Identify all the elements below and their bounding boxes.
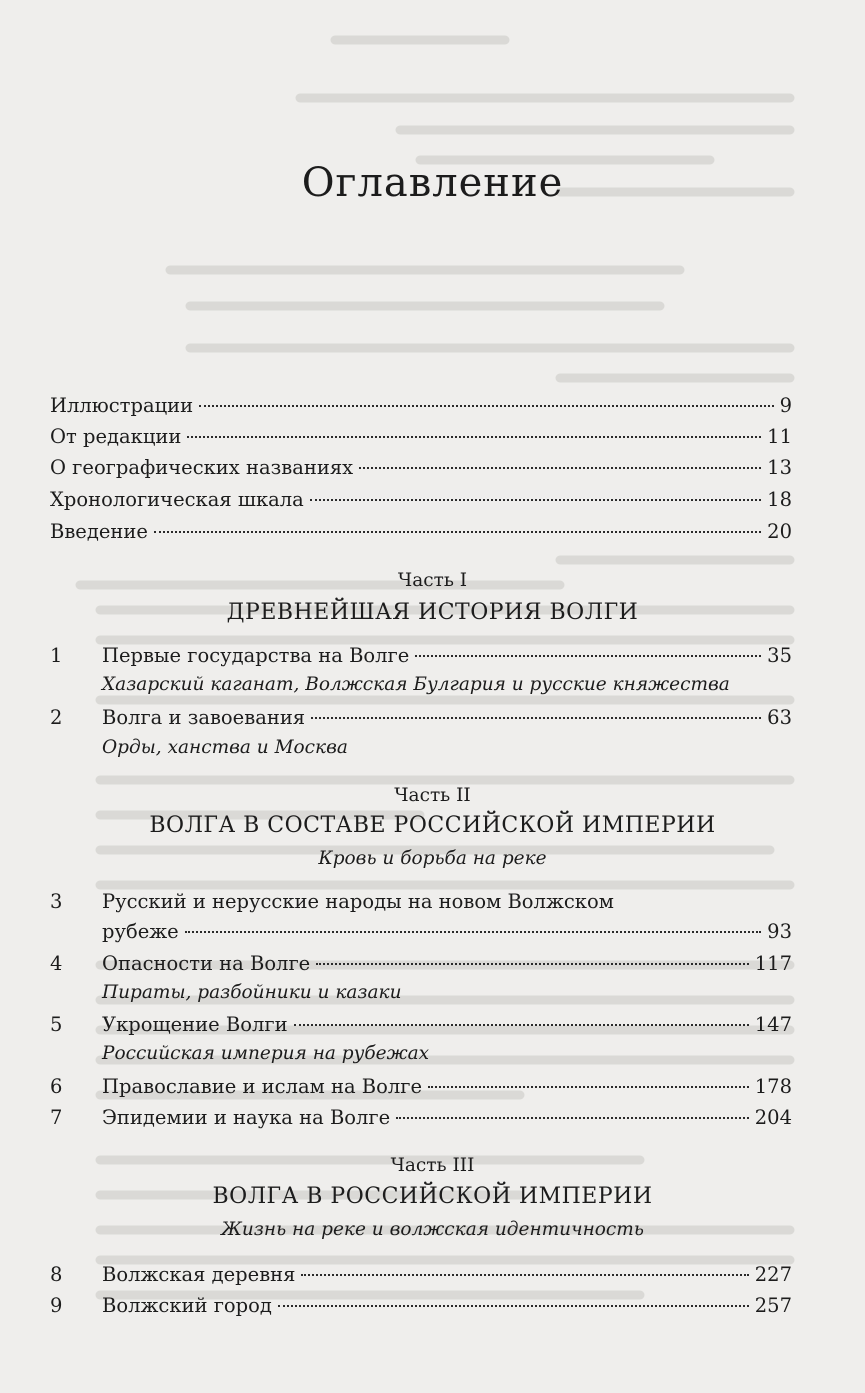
chapter-title: Укрощение Волги xyxy=(102,1013,288,1036)
chapter-title: Волжская деревня xyxy=(102,1263,296,1286)
toc-row-chapter-5[interactable] xyxy=(50,1013,792,1043)
chapter-number: 6 xyxy=(50,1075,63,1098)
leader-dots xyxy=(396,1116,749,1119)
part-title: ВОЛГА В СОСТАВЕ РОССИЙСКОЙ ИМПЕРИИ xyxy=(149,813,716,838)
part-title: ДРЕВНЕЙШАЯ ИСТОРИЯ ВОЛГИ xyxy=(226,600,639,625)
toc-page-number: 35 xyxy=(767,644,792,667)
page-title: Оглавление xyxy=(301,160,564,206)
toc-row-chapter-1[interactable] xyxy=(50,644,792,674)
chapter-number: 8 xyxy=(50,1263,63,1286)
leader-dots xyxy=(316,962,749,965)
chapter-title: Православие и ислам на Волге xyxy=(102,1075,423,1098)
toc-page-number: 11 xyxy=(767,425,792,448)
chapter-number: 4 xyxy=(50,952,63,975)
toc-label: Иллюстрации xyxy=(50,394,194,417)
leader-dots xyxy=(311,716,761,719)
chapter-subtitle: Российская империя на рубежах xyxy=(102,1043,430,1064)
toc-page-number: 20 xyxy=(767,520,792,543)
toc-page-number: 178 xyxy=(754,1075,792,1098)
leader-dots xyxy=(301,1273,748,1276)
toc-row-timeline[interactable] xyxy=(50,488,792,518)
toc-row-chapter-4[interactable] xyxy=(50,952,792,982)
leader-dots xyxy=(294,1023,749,1026)
leader-dots xyxy=(428,1085,749,1088)
leader-dots xyxy=(310,498,761,501)
toc-page-number: 9 xyxy=(779,394,792,417)
part-subtitle: Кровь и борьба на реке xyxy=(318,848,547,869)
leader-dots xyxy=(199,404,773,407)
chapter-number: 1 xyxy=(50,644,63,667)
toc-row-chapter-3-cont[interactable] xyxy=(102,920,792,950)
part-label: Часть III xyxy=(390,1155,475,1176)
toc-row-chapter-8[interactable] xyxy=(50,1263,792,1293)
leader-dots xyxy=(187,435,761,438)
chapter-number: 5 xyxy=(50,1013,63,1036)
leader-dots xyxy=(278,1304,749,1307)
toc-label: О географических названиях xyxy=(50,456,354,479)
chapter-subtitle: Хазарский каганат, Волжская Булгария и русские княжества xyxy=(102,674,730,695)
toc-page-number: 147 xyxy=(754,1013,792,1036)
chapter-title-continued: рубеже xyxy=(102,920,179,943)
chapter-number: 2 xyxy=(50,706,63,729)
part-label: Часть II xyxy=(394,785,471,806)
toc-row-chapter-2[interactable] xyxy=(50,706,792,736)
toc-page-number: 257 xyxy=(754,1294,792,1317)
toc-row-chapter-6[interactable] xyxy=(50,1075,792,1105)
toc-label: От редакции xyxy=(50,425,182,448)
chapter-number: 3 xyxy=(50,890,63,913)
toc-page-number: 18 xyxy=(767,488,792,511)
toc-row-editorial[interactable] xyxy=(50,425,792,455)
toc-label: Хронологическая шкала xyxy=(50,488,304,511)
chapter-subtitle: Орды, ханства и Москва xyxy=(102,737,348,758)
chapter-title: Эпидемии и наука на Волге xyxy=(102,1106,391,1129)
part-label: Часть I xyxy=(397,570,468,591)
chapter-title: Первые государства на Волге xyxy=(102,644,410,667)
chapter-title: Волжский город xyxy=(102,1294,272,1317)
leader-dots xyxy=(415,654,761,657)
toc-label: Введение xyxy=(50,520,148,543)
toc-page-number: 63 xyxy=(767,706,792,729)
part-subtitle: Жизнь на реке и волжская идентичность xyxy=(221,1219,644,1240)
chapter-subtitle: Пираты, разбойники и казаки xyxy=(102,982,402,1003)
toc-page-number: 227 xyxy=(754,1263,792,1286)
toc-page-number: 13 xyxy=(767,456,792,479)
chapter-number: 9 xyxy=(50,1294,63,1317)
toc-page-number: 93 xyxy=(767,920,792,943)
leader-dots xyxy=(185,930,761,933)
chapter-number: 7 xyxy=(50,1106,63,1129)
toc-row-chapter-7[interactable] xyxy=(50,1106,792,1136)
toc-row-illustrations[interactable] xyxy=(50,394,792,424)
toc-page-number: 117 xyxy=(754,952,792,975)
toc-page-number: 204 xyxy=(754,1106,792,1129)
toc-row-chapter-3[interactable] xyxy=(50,890,792,920)
chapter-title: Опасности на Волге xyxy=(102,952,311,975)
toc-row-geographic-names[interactable] xyxy=(50,456,792,486)
chapter-title: Волга и завоевания xyxy=(102,706,306,729)
toc-row-chapter-9[interactable] xyxy=(50,1294,792,1324)
chapter-title: Русский и нерусские народы на новом Волжском xyxy=(102,890,614,913)
part-title: ВОЛГА В РОССИЙСКОЙ ИМПЕРИИ xyxy=(212,1184,653,1209)
leader-dots xyxy=(154,530,761,533)
leader-dots xyxy=(359,466,761,469)
toc-row-introduction[interactable] xyxy=(50,520,792,550)
